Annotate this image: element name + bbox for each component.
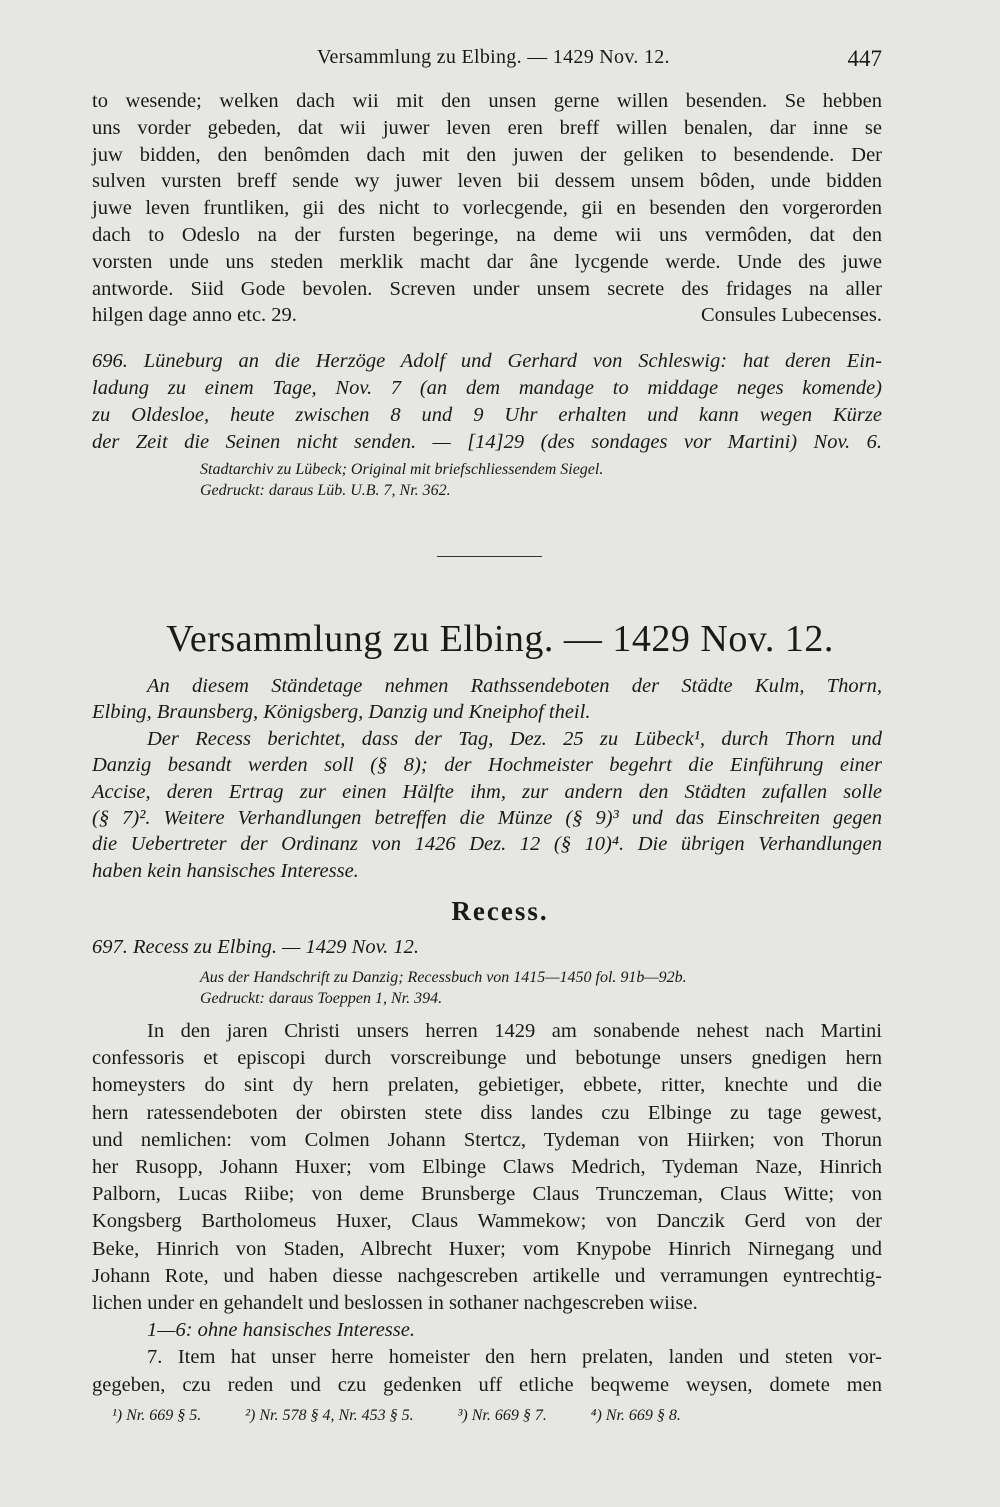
recess-line: Palborn, Lucas Riibe; von deme Brunsberge Claus Trunczeman, Claus Witte; von (92, 1183, 882, 1206)
section-title: Versammlung zu Elbing. — 1429 Nov. 12. (166, 618, 834, 660)
recess-line: lichen under en gehandelt und beslossen in sothaner nachgescreben wiise. (92, 1292, 698, 1315)
entry-line: 696. Lüneburg an die Herzöge Adolf und Gerhard von Schleswig: hat deren Ein- (92, 350, 882, 372)
recess-line: Johann Rote, und haben diesse nachgescreben artikelle und verramungen eyntrechtig- (92, 1264, 882, 1287)
text-line: to wesende; welken dach wii mit den unsen gerne willen besenden. Se hebben (92, 90, 882, 112)
recess-line: In den jaren Christi unsers herren 1429 am sonabende nehest nach Martini (147, 1020, 882, 1042)
entry-line: ladung zu einem Tage, Nov. 7 (an dem mandage to middage neges komende) (92, 377, 882, 399)
text-line: juwe leven fruntliken, gii des nicht to vorlecgende, gii en besenden den vorgerorden (92, 197, 882, 220)
footnote-4: ⁴) Nr. 669 § 8. (590, 1407, 681, 1424)
recess-line: homeysters do sint dy hern prelaten, gebietiger, ebbete, ritter, knechte und die (92, 1074, 882, 1097)
footnotes (112, 1407, 721, 1425)
running-header (92, 44, 882, 74)
closing-signature: Consules Lubecenses. (700, 304, 882, 327)
entry-line: 697. Recess zu Elbing. — 1429 Nov. 12. (92, 936, 420, 958)
entry-line: zu Oldesloe, heute zwischen 8 und 9 Uhr erhalten und kann wegen Kürze (92, 404, 882, 426)
recess-line: hern ratessendeboten der obirsten stete diss landes czu Elbinge zu tage gewest, (92, 1101, 882, 1124)
recess-line: her Rusopp, Johann Huxer; vom Elbinge Claws Medrich, Tydeman Naze, Hinrich (92, 1156, 882, 1179)
entry-697 (92, 934, 882, 961)
intro-line: Accise, deren Ertrag zur einen Hälfte ihm, zur andern den Städten zufallen solle (92, 780, 882, 803)
text-line: juw bidden, den benômden dach mit den juwen der geliken to besendende. Der (92, 143, 882, 166)
source-line: Stadtarchiv zu Lübeck; Original mit briefschliessendem Siegel. (200, 461, 604, 478)
closing-line (92, 302, 882, 329)
running-title: Versammlung zu Elbing. — 1429 Nov. 12. (317, 46, 670, 68)
intro-line: Der Recess berichtet, dass der Tag, Dez. 25 zu Lübeck¹, durch Thorn und (147, 727, 882, 750)
text-line: uns vorder gebeden, dat wii juwer leven eren breff willen benalen, dar inne se (92, 116, 882, 139)
paragraph-7-line: 7. Item hat unser herre homeister den hern prelaten, landen und steten vor- (147, 1346, 882, 1369)
footnote-1: ¹) Nr. 669 § 5. (112, 1407, 202, 1424)
section-divider (437, 556, 542, 557)
recess-heading: Recess. (451, 896, 549, 926)
letter-continuation (92, 88, 882, 329)
text-line: sulven vursten breff sende wy juwer leven bii dessem unsem bôden, unde bidden (92, 170, 882, 193)
closing-date: hilgen dage anno etc. 29. (92, 304, 297, 327)
intro-line: Elbing, Braunsberg, Königsberg, Danzig und Kneiphof theil. (92, 701, 591, 724)
intro-line: An diesem Ständetage nehmen Rathssendeboten der Städte Kulm, Thorn, (147, 675, 882, 697)
source-line: Gedruckt: daraus Lüb. U.B. 7, Nr. 362. (200, 482, 451, 499)
recess-line: Beke, Hinrich von Staden, Albrecht Huxer; vom Knypobe Hinrich Nirnegang und (92, 1237, 882, 1260)
source-line: Gedruckt: daraus Toeppen 1, Nr. 394. (200, 990, 443, 1007)
text-line: dach to Odeslo na der fursten begeringe, na deme wii uns vermôden, dat den (92, 223, 882, 246)
source-line: Aus der Handschrift zu Danzig; Recessbuch von 1415—1450 fol. 91b—92b. (200, 969, 687, 986)
text-line: antworde. Siid Gode bevolen. Screven under unsem secrete des fridages na aller (92, 277, 882, 300)
paragraph-7-line: gegeben, czu reden und czu gedenken uff etliche beqweme weysen, domete men (92, 1373, 882, 1396)
footnote-3: ³) Nr. 669 § 7. (457, 1407, 547, 1424)
recess-line: confessoris et episcopi durch vorscreibunge und bebotunge unsers gnedigen hern (92, 1047, 882, 1070)
text-line: vorsten unde uns steden merklik macht dar âne lycgende werde. Unde des juwe (92, 250, 882, 273)
intro-line: (§ 7)². Weitere Verhandlungen betreffen die Münze (§ 9)³ und das Einschreiten gegen (92, 807, 882, 830)
intro-line: haben kein hansisches Interesse. (92, 859, 359, 882)
entry-696 (92, 348, 882, 456)
entry-line: der Zeit die Seinen nicht senden. — [14]29 (des sondages vor Martini) Nov. 6. (92, 431, 882, 453)
paragraph-1-6: 1—6: ohne hansisches Interesse. (147, 1319, 415, 1342)
recess-text (92, 1018, 882, 1399)
intro-line: die Uebertreter der Ordinanz von 1426 Dez. 12 (§ 10)⁴. Die übrigen Verhandlungen (92, 833, 882, 856)
entry-697-source (200, 967, 880, 1009)
entry-696-source (200, 459, 880, 501)
section-intro (92, 673, 882, 884)
recess-line: Kongsberg Bartholomeus Huxer, Claus Wammekow; von Danczik Gerd von der (92, 1210, 882, 1233)
page-number: 447 (847, 46, 882, 71)
intro-line: Danzig besandt werden soll (§ 8); der Hochmeister begehrt die Einführung einer (92, 754, 882, 777)
footnote-2: ²) Nr. 578 § 4, Nr. 453 § 5. (245, 1407, 414, 1424)
recess-line: und nemlichen: vom Colmen Johann Stertcz, Tydeman von Hiirken; von Thorun (92, 1128, 882, 1151)
